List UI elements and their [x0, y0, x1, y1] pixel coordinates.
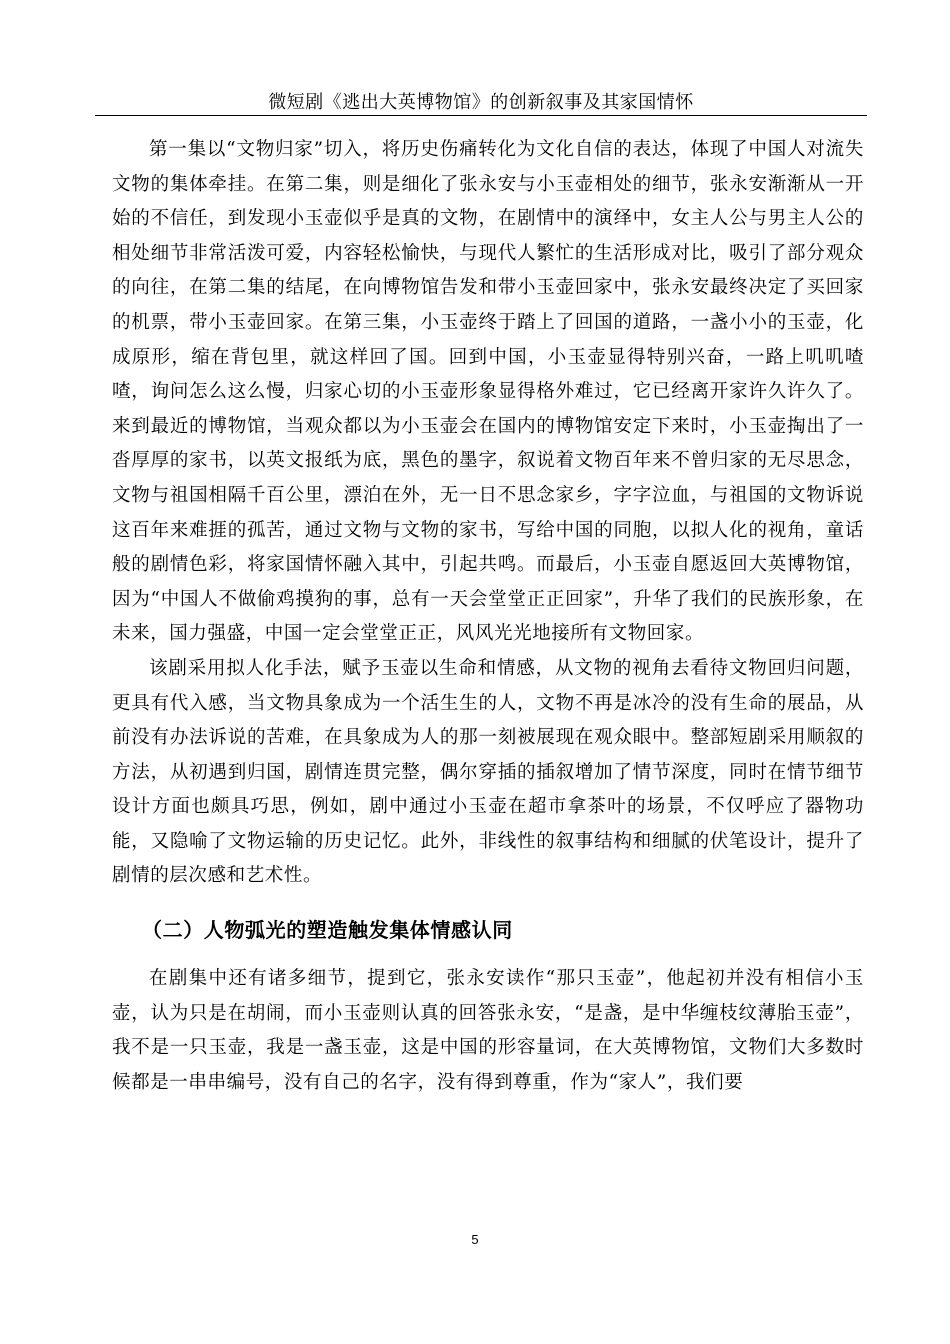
running-header-title: 微短剧《逃出大英博物馆》的创新叙事及其家国情怀: [268, 92, 694, 113]
section-heading: （二）人物弧光的塑造触发集体情感认同: [142, 918, 513, 943]
paragraph-character-details: 在剧集中还有诸多细节，提到它，张永安读作“那只玉壶”，他起初并没有相信小玉壶，认为只是在胡闹，而小玉壶则认真的回答张永安，“是盏，是中华缠枝纹薄胎玉壶”，我不是一只玉壶，我是一盏玉壶，这是中国的形容量词，在大英博物馆，文物们大多数时候都是一串串编号，没有自己的名字，没有得到尊重，作为“家人”，我们要: [112, 968, 864, 1093]
paragraph-personification-technique: 该剧采用拟人化手法，赋予玉壶以生命和情感，从文物的视角去看待文物回归问题，更具有代入感，当文物具象成为一个活生生的人，文物不再是冰冷的没有生命的展品，从前没有办法诉说的苦难，在具象成为人的那一刻被展现在观众眼中。整部短剧采用顺叙的方法，从初遇到归国，剧情连贯完整，偶尔穿插的插叙增加了情节深度，同时在情节细节设计方面也颇具巧思，例如，剧中通过小玉壶在超市拿茶叶的场景，不仅呼应了器物功能，又隐喻了文物运输的历史记忆。此外，非线性的叙事结构和细腻的伏笔设计，提升了剧情的层次感和艺术性。: [112, 657, 864, 887]
paragraph-episodes-summary: 第一集以“文物归家”切入，将历史伤痛转化为文化自信的表达，体现了中国人对流失文物的集体牵挂。在第二集，则是细化了张永安与小玉壶相处的细节，张永安渐渐从一开始的不信任，到发现小玉壶似乎是真的文物，在剧情中的演绎中，女主人公与男主人公的相处细节非常活泼可爱，内容轻松愉快，与现代人繁忙的生活形成对比，吸引了部分观众的向往，在第二集的结尾，在向博物馆告发和带小玉壶回家中，张永安最终决定了买回家的机票，带小玉壶回家。在第三集，小玉壶终于踏上了回国的道路，一盏小小的玉壶，化成原形，缩在背包里，就这样回了国。回到中国，小玉壶显得特别兴奋，一路上叽叽喳喳，询问怎么这么慢，归家心切的小玉壶形象显得格外难过，它已经离开家许久许久了。来到最近的博物馆，当观众都以为小玉壶会在国内的博物馆安定下来时，小玉壶掏出了一沓厚厚的家书，以英文报纸为底，黑色的墨字，叙说着文物百年来不曾归家的无尽思念，文物与祖国相隔千百公里，漂泊在外，无一日不思念家乡，字字泣血，与祖国的文物诉说这百年来难捱的孤苦，通过文物与文物的家书，写给中国的同胞，以拟人化的视角，童话般的剧情色彩，将家国情怀融入其中，引起共鸣。而最后，小玉壶自愿返回大英博物馆，因为“中国人不做偷鸡摸狗的事，总有一天会堂堂正正回家”，升华了我们的民族形象，在未来，国力强盛，中国一定会堂堂正正，风风光光地接所有文物回家。: [112, 139, 864, 645]
body-text: [112, 133, 864, 1100]
header-divider: [95, 115, 867, 116]
page-number: 5: [471, 1232, 479, 1247]
